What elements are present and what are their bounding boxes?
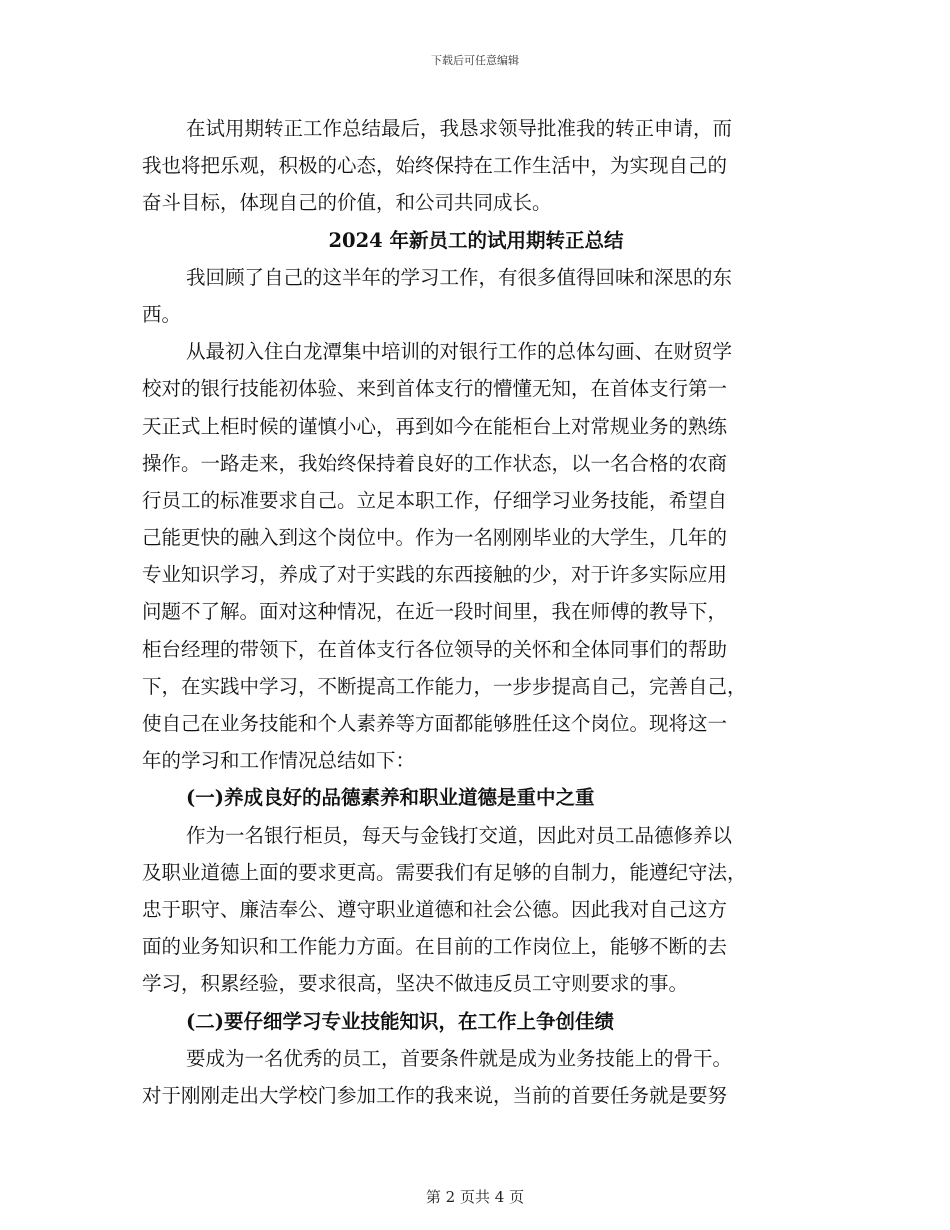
- subsection-heading: (一)养成良好的品德素养和职业道德是重中之重: [186, 786, 595, 810]
- body-line: 柜台经理的带领下，在首体支行各位领导的关怀和全体同事们的帮助: [142, 637, 728, 661]
- body-line: 使自己在业务技能和个人素养等方面都能够胜任这个岗位。现将这一: [142, 712, 728, 735]
- body-line: 学习，积累经验，要求很高，坚决不做违反员工守则要求的事。: [142, 972, 689, 996]
- paragraph-start-line: 作为一名银行柜员，每天与金钱打交道，因此对员工品德修养以: [186, 823, 733, 847]
- body-line: 己能更快的融入到这个岗位中。作为一名刚刚毕业的大学生，几年的: [142, 526, 728, 550]
- section-title: 2024 年新员工的试用期转正总结: [328, 228, 624, 252]
- body-line: 忠于职守、廉洁奉公、遵守职业道德和社会公德。因此我对自己这方: [142, 897, 728, 921]
- body-line: 天正式上柜时候的谨慎小心，再到如今在能柜台上对常规业务的熟练: [142, 414, 728, 438]
- body-line: 奋斗目标，体现自己的价值，和公司共同成长。: [142, 191, 552, 215]
- body-line: 操作。一路走来，我始终保持着良好的工作状态，以一名合格的农商: [142, 451, 728, 475]
- body-line: 我也将把乐观，积极的心态，始终保持在工作生活中，为实现自己的: [142, 154, 728, 178]
- page-footer: 第 2 页共 4 页: [425, 1188, 525, 1206]
- page-header: 下载后可任意编辑: [431, 54, 519, 67]
- paragraph-start-line: 从最初入住白龙潭集中培训的对银行工作的总体勾画、在财贸学: [186, 340, 733, 364]
- body-line: 校对的银行技能初体验、来到首体支行的懵懂无知，在首体支行第一: [142, 377, 728, 401]
- body-line: 专业知识学习，养成了对于实践的东西接触的少，对于许多实际应用: [142, 563, 728, 587]
- paragraph-start-line: 要成为一名优秀的员工，首要条件就是成为业务技能上的骨干。: [186, 1046, 733, 1070]
- body-line: 年的学习和工作情况总结如下：: [142, 749, 416, 773]
- body-line: 西。: [142, 302, 182, 326]
- body-line: 问题不了解。面对这种情况，在近一段时间里，我在师傅的教导下，: [142, 600, 728, 624]
- body-line: 面的业务知识和工作能力方面。在目前的工作岗位上，能够不断的去: [142, 935, 728, 959]
- subsection-heading: (二)要仔细学习专业技能知识，在工作上争创佳绩: [186, 1009, 614, 1033]
- paragraph-start-line: 我回顾了自己的这半年的学习工作，有很多值得回味和深思的东: [186, 265, 733, 289]
- body-line: 行员工的标准要求自己。立足本职工作，仔细学习业务技能，希望自: [142, 488, 728, 512]
- body-line: 下，在实践中学习，不断提高工作能力，一步步提高自己，完善自己，: [142, 674, 747, 698]
- body-line: 对于刚刚走出大学校门参加工作的我来说，当前的首要任务就是要努: [142, 1083, 728, 1107]
- paragraph-start-line: 在试用期转正工作总结最后，我恳求领导批准我的转正申请，而: [186, 117, 733, 140]
- document-body: [142, 110, 810, 1114]
- body-line: 及职业道德上面的要求更高。需要我们有足够的自制力，能遵纪守法，: [142, 860, 747, 884]
